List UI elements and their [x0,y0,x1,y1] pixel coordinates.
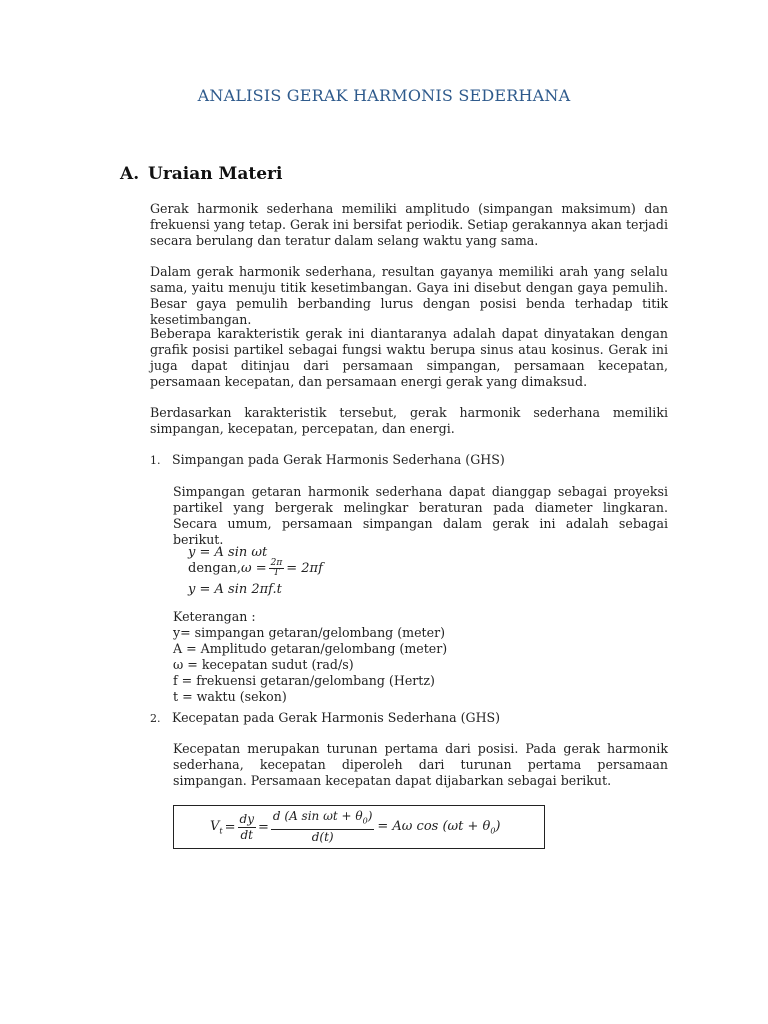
keterangan-line: f = frekuensi getaran/gelombang (Hertz) [173,673,435,688]
list-item-label: Simpangan pada Gerak Harmonis Sederhana (GHS) [172,452,505,467]
equals-sign: = [224,819,236,835]
fraction-denominator: d(t) [311,829,334,844]
equation-simpangan: y = A sin ωt [188,545,268,560]
velocity-rhs [377,819,500,836]
list-number: 1. [150,454,161,467]
fraction-denominator: T [273,568,280,578]
keterangan-heading: Keterangan : [173,609,256,624]
keterangan-line: ω = kecepatan sudut (rad/s) [173,657,354,672]
list-item-kecepatan [150,710,500,727]
numerator-close: ) [367,809,373,824]
equation-omega-rest: = 2πf [286,561,323,576]
list-item-simpangan [150,452,505,469]
paragraph-2: Dalam gerak harmonik sederhana, resultan gayanya memiliki arah yang selalu sama, yaitu menuju titik kesetimbangan. Gaya ini disebut dengan gaya pemulih. Besar gaya pemulih berbanding lurus dengan posisi benda terhadap titik kesetimbangan. [150,264,668,327]
fraction-derivative [271,809,375,844]
keterangan-block [173,609,447,705]
fraction-numerator: 2π [270,558,283,568]
fraction-denominator: dt [240,827,253,842]
kecepatan-description: Kecepatan merupakan turunan pertama dari posisi. Pada gerak harmonik sederhana, kecepatan diperoleh dari turunan pertama persamaan simpangan. Persamaan kecepatan dapat dijabarkan sebagai berikut. [173,741,668,788]
velocity-symbol: V [210,818,220,834]
paragraph-1: Gerak harmonik sederhana memiliki amplitudo (simpangan maksimum) dan frekuensi yang tetap. Gerak ini bersifat periodik. Setiap gerakannya akan terjadi secara berulang dan teratur dalam selang waktu yang sama. [150,201,668,248]
fraction-numerator: dy [239,811,254,826]
fraction-numerator [271,809,375,829]
rhs-text: = Aω cos (ωt + θ [377,818,491,834]
paragraph-4: Berdasarkan karakteristik tersebut, gerak harmonik sederhana memiliki simpangan, kecepatan, percepatan, dan energi. [150,405,668,436]
equation-kecepatan [210,810,501,844]
numerator-text: d (A sin ωt + θ [272,809,363,824]
velocity-subscript: t [219,826,223,836]
section-letter: A. [120,164,140,184]
velocity-lhs [210,819,223,836]
paragraph-3: Beberapa karakteristik gerak ini diantaranya adalah dapat dinyatakan dengan grafik posisi partikel sebagai fungsi waktu berupa sinus atau kosinus. Gerak ini juga dapat ditinjau dari persamaan simpangan, persamaan kecepatan, persamaan kecepatan, dan persamaan energi gerak yang dimaksud. [150,326,668,389]
fraction-dy-dt [238,812,256,843]
fraction-2pi-over-t [269,559,285,578]
list-number: 2. [150,712,161,725]
equation-omega [188,559,323,578]
keterangan-line: A = Amplitudo getaran/gelombang (meter) [173,641,448,656]
theta-subscript: 0 [362,816,368,826]
list-item-label: Kecepatan pada Gerak Harmonis Sederhana (GHS) [172,710,501,725]
keterangan-line: y= simpangan getaran/gelombang (meter) [173,625,446,640]
keterangan-line: t = waktu (sekon) [173,689,287,704]
equation-omega-symbol: ω = [240,561,267,576]
equals-sign: = [257,819,269,835]
section-title: Uraian Materi [148,164,283,184]
section-heading [120,164,282,184]
theta-subscript: 0 [490,826,496,836]
page-title: ANALISIS GERAK HARMONIS SEDERHANA [197,86,571,105]
simpangan-description: Simpangan getaran harmonik sederhana dapat dianggap sebagai proyeksi partikel yang bergerak melingkar beraturan pada diameter lingkaran. Secara umum, persamaan simpangan dalam gerak ini adalah sebagai berikut. [173,484,668,547]
rhs-close: ) [495,818,501,834]
equation-simpangan-frequency: y = A sin 2πf.t [188,582,282,597]
equation-prefix: dengan, [188,561,241,576]
